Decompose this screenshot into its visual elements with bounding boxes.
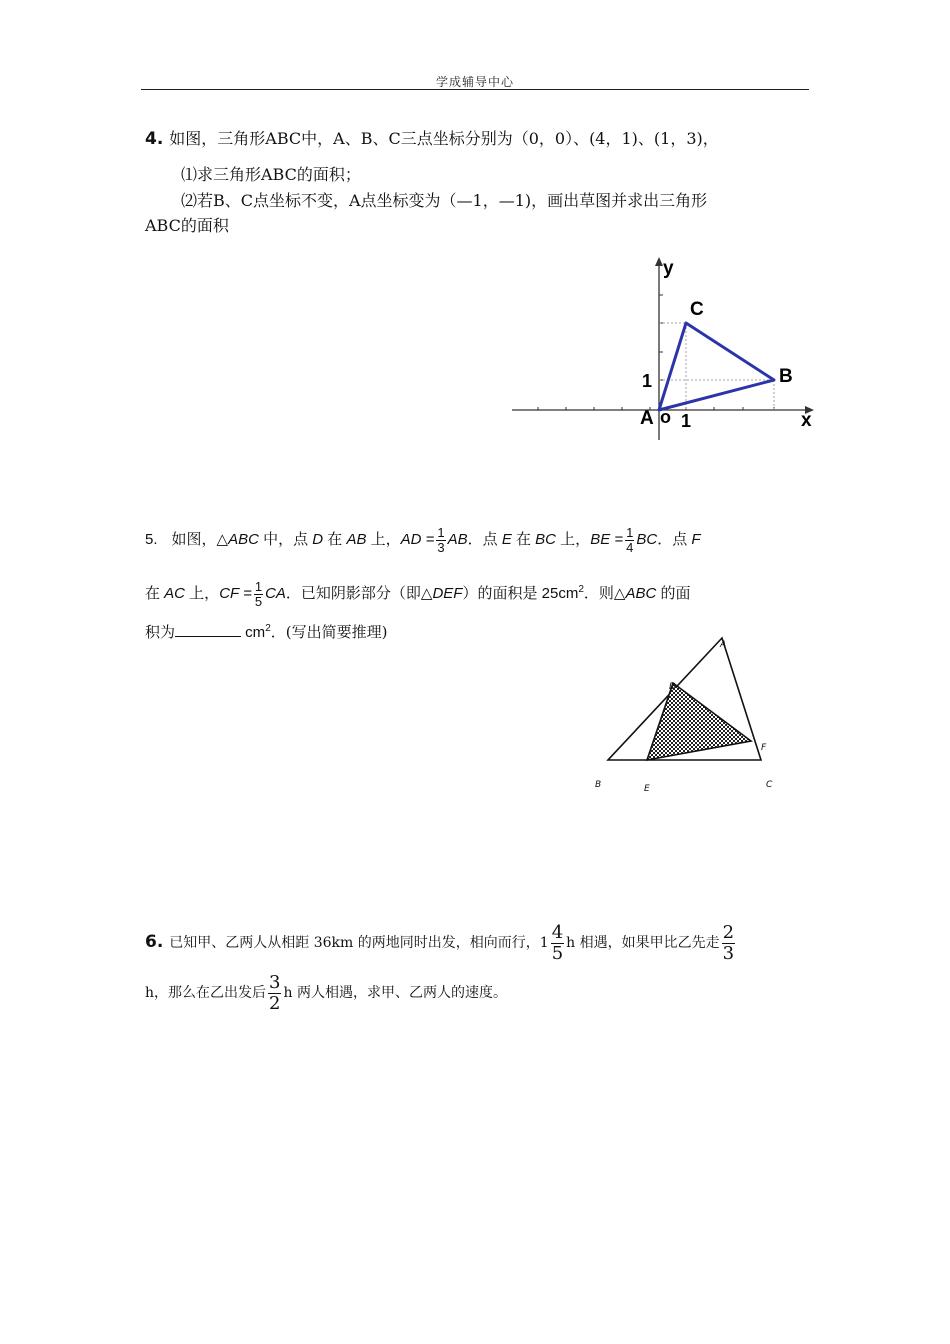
- q6-line2: [145, 966, 507, 1020]
- q5-var: DEF: [432, 585, 463, 602]
- q5-var: F: [691, 531, 701, 548]
- q5-text: ．点: [467, 531, 502, 548]
- q5-triangle-figure: [585, 632, 785, 802]
- q5-superscript: 2: [578, 584, 584, 595]
- origin-label: o: [660, 407, 671, 427]
- q5-line2: [145, 573, 690, 611]
- q5-var: E: [501, 531, 512, 548]
- header-divider: [141, 89, 809, 90]
- q5-text: 在: [511, 531, 536, 548]
- x-axis-label: x: [801, 410, 812, 431]
- fraction-one-third: $\frac{1}{3}$: [437, 524, 445, 555]
- q5-var: CF =: [219, 585, 252, 602]
- shaded-triangle-def: [647, 683, 751, 760]
- q5-var: AC: [164, 585, 186, 602]
- q4-line4: ABC的面积: [145, 216, 229, 235]
- label-e: E: [644, 784, 650, 794]
- q5-text: 上，: [366, 531, 401, 548]
- label-d: D: [669, 682, 676, 692]
- q5-var: AB: [346, 531, 367, 548]
- x-tick-1-label: 1: [681, 411, 692, 431]
- fraction-one-quarter: $\frac{1}{4}$: [626, 524, 634, 555]
- q5-var: AB: [447, 531, 468, 548]
- q4-coordinate-figure: [500, 250, 820, 440]
- q4-line1: [145, 128, 719, 150]
- q5-line1: [145, 523, 701, 557]
- q4-line3: ⑵若B、C点坐标不变，A点坐标变为（—1，—1)，画出草图并求出三角形: [181, 191, 708, 210]
- q6-number: 6.: [145, 932, 164, 952]
- q5-text: 如图，△: [171, 531, 229, 548]
- q5-var: BC: [535, 531, 557, 548]
- q5-var: BC: [636, 531, 658, 548]
- q5-text: ）的面积是 25cm: [462, 585, 579, 602]
- q5-text: ．则△: [583, 585, 626, 602]
- point-b-label: B: [779, 366, 793, 387]
- q5-superscript: 2: [265, 623, 271, 634]
- q5-text: 在: [323, 531, 347, 548]
- q4-number: 4.: [145, 129, 164, 149]
- q5-number: 5.: [145, 531, 158, 548]
- guide-lines: [659, 323, 774, 410]
- q5-text: 上，: [185, 585, 220, 602]
- y-axis-arrow: [655, 257, 663, 266]
- q6-text: h 相遇，如果甲比乙先走: [566, 935, 720, 951]
- q6-line1: [145, 915, 737, 970]
- point-c-label: C: [690, 299, 704, 320]
- y-tick-1-label: 1: [642, 371, 653, 391]
- q5-text: 的面: [656, 585, 691, 602]
- fraction-four-fifths: $\frac{4}{5}$: [551, 921, 564, 964]
- q4-text1: 如图，三角形ABC中，A、B、C三点坐标分别为（0，0）、(4，1)、(1，3)，: [169, 129, 719, 148]
- fraction-two-thirds: $\frac{2}{3}$: [722, 921, 735, 964]
- q6-text: h，那么在乙出发后: [145, 985, 267, 1001]
- answer-blank[interactable]: [175, 622, 241, 637]
- page-header-title: 学成辅导中心: [435, 75, 514, 89]
- q5-var: CA: [265, 585, 286, 602]
- q5-var: BE =: [590, 531, 624, 548]
- y-axis-label: y: [663, 258, 674, 279]
- q5-text: cm: [241, 624, 266, 641]
- point-a-label: A: [640, 408, 654, 429]
- q5-text: ．已知阴影部分（即△: [285, 585, 433, 602]
- q5-var: ABC: [625, 585, 657, 602]
- q5-text: 上，: [556, 531, 591, 548]
- label-f: F: [761, 743, 767, 753]
- q4-line2: ⑴求三角形ABC的面积；: [181, 165, 361, 184]
- label-c: C: [766, 780, 773, 790]
- q5-text: 在: [145, 585, 165, 602]
- q5-var: D: [312, 531, 324, 548]
- q6-text: h 两人相遇，求甲、乙两人的速度。: [283, 985, 507, 1001]
- triangle-abc: [659, 323, 774, 410]
- q5-text: ．(写出简要推理): [270, 623, 388, 641]
- q5-var: AD =: [400, 531, 435, 548]
- fraction-one-fifth: $\frac{1}{5}$: [254, 578, 263, 609]
- fraction-three-halves: $\frac{3}{2}$: [269, 971, 281, 1014]
- q6-text: 已知甲、乙两人从相距 36km 的两地同时出发，相向而行，1: [169, 935, 549, 951]
- q5-text: ．点: [657, 531, 692, 548]
- q5-var: ABC: [228, 531, 259, 548]
- q5-line3: [145, 614, 387, 648]
- label-a: A: [720, 640, 727, 650]
- q5-text: 中，点: [258, 531, 313, 548]
- q5-text: 积为: [145, 624, 176, 641]
- label-b: B: [595, 780, 602, 790]
